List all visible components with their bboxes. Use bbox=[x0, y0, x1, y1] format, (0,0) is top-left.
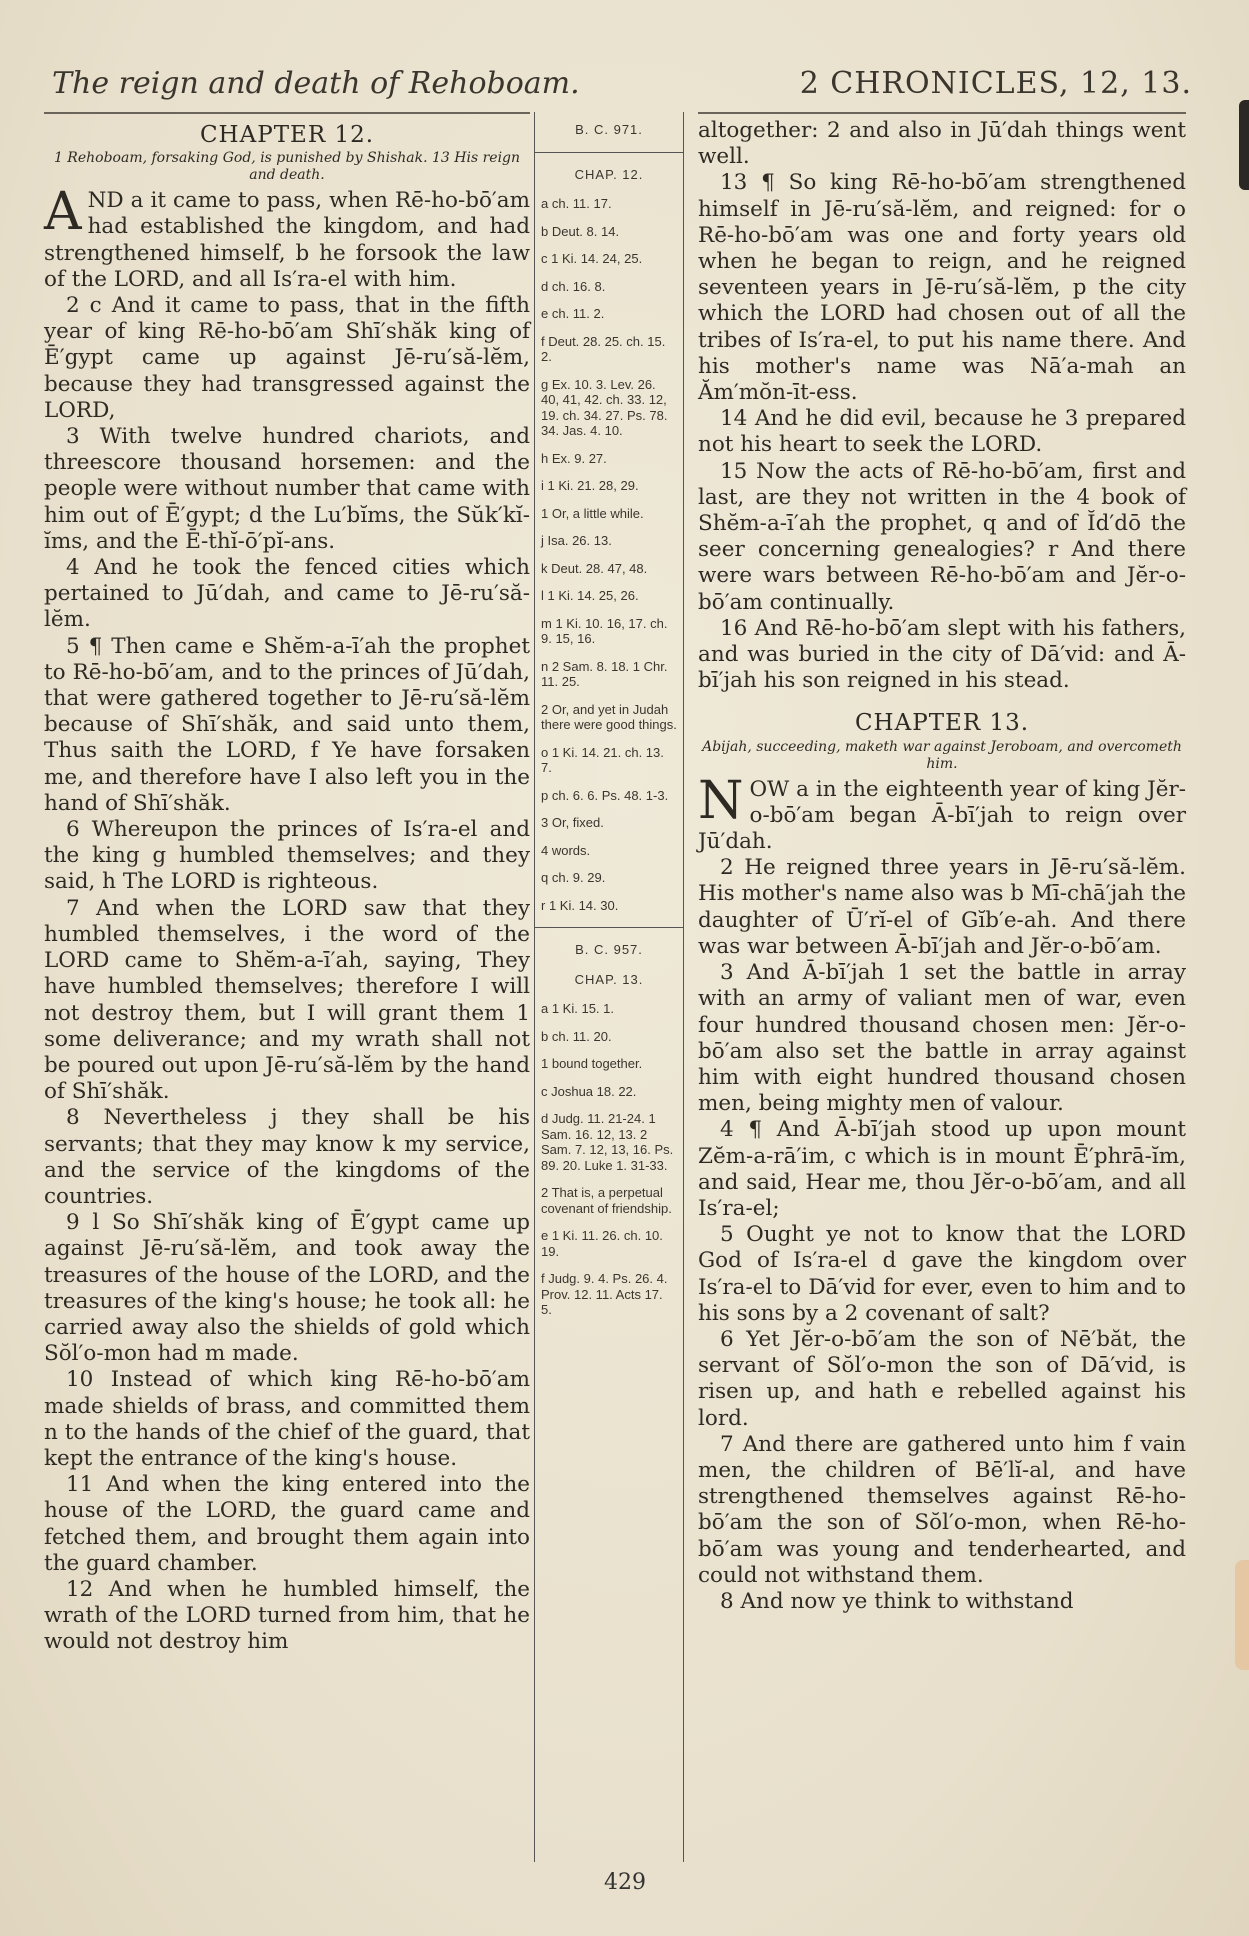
margin-references bbox=[534, 112, 684, 1862]
header-right-title: 2 CHRONICLES, 12, 13. bbox=[799, 66, 1192, 101]
margin-note: 2 That is, a perpetual covenant of friendship. bbox=[541, 1185, 672, 1216]
verse: 6 Whereupon the princes of Is′ra-el and the king g humbled themselves; and they said, h The LORD is righteous. bbox=[44, 817, 530, 895]
verse: 5 ¶ Then came e Shĕm-a-ī′ah the prophet to Rē-ho-bō′am, and to the princes of Jū′dah, that were gathered together to Jē-ru′să-lĕm because of Shī′shăk, and said unto them, Thus saith the LORD, f Ye have forsaken me, and therefore have I also left you in the hand of Shī′shăk. bbox=[44, 633, 530, 816]
page-edge-mark bbox=[1239, 100, 1249, 190]
page-edge-stain bbox=[1235, 1560, 1249, 1670]
margin-note: m 1 Ki. 10. 16, 17. ch. 9. 15, 16. bbox=[541, 615, 668, 646]
chapter-12-summary: 1 Rehoboam, forsaking God, is punished by Shishak. 13 His reign and death. bbox=[53, 150, 521, 184]
margin-note: 4 words. bbox=[541, 842, 591, 858]
margin-note: c Joshua 18. 22. bbox=[541, 1083, 637, 1099]
margin-note: d Judg. 11. 21-24. 1 Sam. 16. 12, 13. 2 Sam. 7. 12, 13, 16. Ps. 89. 20. Luke 1. 31-33. bbox=[541, 1111, 674, 1173]
verse: 7 And there are gathered unto him f vain men, the children of Bē′lĭ-al, and have strengthened themselves against Rē-ho-bō′am the son of Sŏl′o-mon, when Rē-ho-bō′am was young and tenderhearted, and could not withstand them. bbox=[698, 1431, 1186, 1588]
margin-note: a 1 Ki. 15. 1. bbox=[541, 1001, 614, 1016]
margin-note: r 1 Ki. 14. 30. bbox=[541, 897, 619, 913]
chapter-13-title: CHAPTER 13. bbox=[854, 710, 1030, 737]
page-number: 429 bbox=[604, 1870, 646, 1895]
margin-note: a ch. 11. 17. bbox=[541, 196, 612, 211]
margin-year-971: B. C. 971. bbox=[575, 122, 643, 137]
margin-note: o 1 Ki. 14. 21. ch. 13. 7. bbox=[541, 744, 664, 775]
margin-note: b ch. 11. 20. bbox=[541, 1028, 612, 1044]
chapter-12-title: CHAPTER 12. bbox=[199, 122, 375, 148]
left-column bbox=[44, 118, 530, 1656]
verse: 11 And when the king entered into the house of the LORD, the guard came and fetched them, and brought them again into the guard chamber. bbox=[44, 1472, 530, 1576]
margin-note: e ch. 11. 2. bbox=[541, 306, 605, 321]
right-column bbox=[698, 118, 1186, 1615]
margin-note: n 2 Sam. 8. 18. 1 Chr. 11. 25. bbox=[541, 658, 668, 689]
verse: 10 Instead of which king Rē-ho-bō′am made shields of brass, and committed them n to the hands of the chief of the guard, that kept the entrance of the king's house. bbox=[44, 1367, 530, 1471]
verse: altogether: 2 and also in Jū′dah things went well. bbox=[698, 118, 1186, 170]
margin-note: 1 bound together. bbox=[541, 1056, 643, 1071]
margin-note: l 1 Ki. 14. 25, 26. bbox=[541, 588, 639, 603]
header-rule-left bbox=[44, 112, 530, 114]
margin-note: h Ex. 9. 27. bbox=[541, 450, 607, 466]
margin-note: e 1 Ki. 11. 26. ch. 10. 19. bbox=[541, 1228, 663, 1259]
margin-divider bbox=[535, 927, 683, 928]
verse: 2 c And it came to pass, that in the fifth year of king Rē-ho-bō′am Shī′shăk king of Ē′gypt came up against Jē-ru′să-lĕm, because they had transgressed against the LORD, bbox=[44, 293, 530, 423]
verse: 3 With twelve hundred chariots, and threescore thousand horsemen: and the people were without number that came with him out of Ē′gypt; d the Lu′bĭms, the Sŭk′kĭ-ĭms, and the Ē-thĭ-ō′pĭ-ans. bbox=[44, 424, 530, 554]
margin-note: f Judg. 9. 4. Ps. 26. 4. Prov. 12. 11. Acts 17. 5. bbox=[541, 1271, 668, 1317]
margin-chap-13: CHAP. 13. bbox=[574, 971, 644, 987]
verse: 7 And when the LORD saw that they humbled themselves, i the word of the LORD came to Shĕm-a-ī′ah, saying, They have humbled themselves; therefore I will not destroy them, but I will grant them 1 some deliverance; and my wrath shall not be poured out upon Jē-ru′să-lĕm by the hand of Shī′shăk. bbox=[44, 895, 530, 1105]
margin-note: b Deut. 8. 14. bbox=[541, 223, 620, 239]
margin-note: 3 Or, fixed. bbox=[541, 815, 604, 830]
chapter-13-summary: Abijah, succeeding, maketh war against Jeroboam, and overcometh him. bbox=[702, 738, 1182, 772]
verse: 4 And he took the fenced cities which pertained to Jū′dah, and came to Jē-ru′să-lĕm. bbox=[44, 555, 530, 633]
verse: 4 ¶ And Ā-bī′jah stood up upon mount Zĕm-a-rā′im, c which is in mount Ē′phrā-ĭm, and said, Hear me, thou Jĕr-o-bō′am, and all Is′ra-el; bbox=[698, 1117, 1186, 1221]
drop-cap: N bbox=[698, 770, 744, 831]
margin-chap-12: CHAP. 12. bbox=[574, 166, 644, 182]
margin-note: g Ex. 10. 3. Lev. 26. 40, 41, 42. ch. 33. 12, 19. ch. 34. 27. Ps. 78. 34. Jas. 4. 10. bbox=[541, 376, 668, 438]
verse: 12 And when he humbled himself, the wrath of the LORD turned from him, that he would not destroy him bbox=[44, 1576, 530, 1655]
margin-note: k Deut. 28. 47, 48. bbox=[541, 560, 648, 576]
verse: 8 And now ye think to withstand bbox=[720, 1588, 1074, 1614]
verse: 9 l So Shī′shăk king of Ē′gypt came up against Jē-ru′să-lĕm, and took away the treasures of the house of the LORD, and the treasures of the king's house; he took all: he carried away also the shields of gold which Sŏl′o-mon had m made. bbox=[44, 1210, 530, 1367]
margin-note: q ch. 9. 29. bbox=[541, 870, 606, 885]
verse: ND a it came to pass, when Rē-ho-bō′am had established the kingdom, and had strengthened himself, b he forsook the law of the LORD, and all Is′ra-el with him. bbox=[44, 188, 530, 292]
margin-divider bbox=[535, 152, 683, 153]
header-rule-right bbox=[698, 112, 1186, 114]
margin-note: j Isa. 26. 13. bbox=[541, 533, 612, 548]
verse: OW a in the eighteenth year of king Jĕr-o-bō′am began Ā-bī′jah to reign over Jū′dah. bbox=[698, 776, 1186, 855]
margin-note: 2 Or, and yet in Judah there were good things. bbox=[541, 701, 677, 732]
verse: 16 And Rē-ho-bō′am slept with his fathers, and was buried in the city of Dā′vid: and Ā-bī′jah his son reigned in his stead. bbox=[698, 615, 1186, 694]
margin-year-957: B. C. 957. bbox=[575, 942, 643, 957]
verse: 5 Ought ye not to know that the LORD God of Is′ra-el d gave the kingdom over Is′ra-el to Dā′vid for ever, even to him and to his sons by a 2 covenant of salt? bbox=[698, 1222, 1186, 1326]
verse: 3 And Ā-bī′jah 1 set the battle in array with an army of valiant men of war, even four hundred thousand chosen men: Jĕr-o-bō′am also set the battle in array against him with eight hundred thousand chosen men, being mighty men of valour. bbox=[698, 960, 1186, 1117]
verse: 2 He reigned three years in Jē-ru′să-lĕm. His mother's name also was b Mī-chā′jah the daughter of Ū′rĭ-el of Gĭb′e-ah. And there was war between Ā-bī′jah and Jĕr-o-bō′am. bbox=[698, 855, 1187, 959]
verse: 6 Yet Jĕr-o-bō′am the son of Nē′băt, the servant of Sŏl′o-mon the son of Dā′vid, is risen up, and hath e rebelled against his lord. bbox=[698, 1326, 1186, 1431]
margin-note: d ch. 16. 8. bbox=[541, 278, 606, 294]
running-header bbox=[52, 66, 1192, 110]
margin-note: i 1 Ki. 21. 28, 29. bbox=[541, 478, 639, 493]
verse: 14 And he did evil, because he 3 prepared not his heart to seek the LORD. bbox=[698, 406, 1186, 458]
margin-note: c 1 Ki. 14. 24, 25. bbox=[541, 251, 643, 266]
verse: 8 Nevertheless j they shall be his servants; that they may know k my service, and the service of the kingdoms of the countries. bbox=[44, 1105, 530, 1209]
header-left-title: The reign and death of Rehoboam. bbox=[52, 66, 580, 101]
margin-note: p ch. 6. 6. Ps. 48. 1-3. bbox=[541, 787, 669, 803]
verse: 15 Now the acts of Rē-ho-bō′am, first and last, are they not written in the 4 book of Shĕm-a-ī′ah the prophet, q and of Ĭd′dō the seer concerning genealogies? r And there were wars between Rē-ho-bō′am and Jĕr-o-bō′am continually. bbox=[698, 458, 1186, 615]
drop-cap: A bbox=[44, 182, 82, 243]
margin-note: f Deut. 28. 25. ch. 15. 2. bbox=[541, 333, 666, 364]
verse: 13 ¶ So king Rē-ho-bō′am strengthened himself in Jē-ru′să-lĕm, and reigned: for o Rē-ho-bō′am was one and forty years old when he began to reign, and he reigned seventeen years in Jē-ru′să-lĕm, p the city which the LORD had chosen out of all the tribes of Is′ra-el, to put his name there. And his mother's name was Nā′a-mah an Ăm′mŏn-īt-ess. bbox=[698, 170, 1186, 406]
margin-note: 1 Or, a little while. bbox=[541, 505, 644, 521]
